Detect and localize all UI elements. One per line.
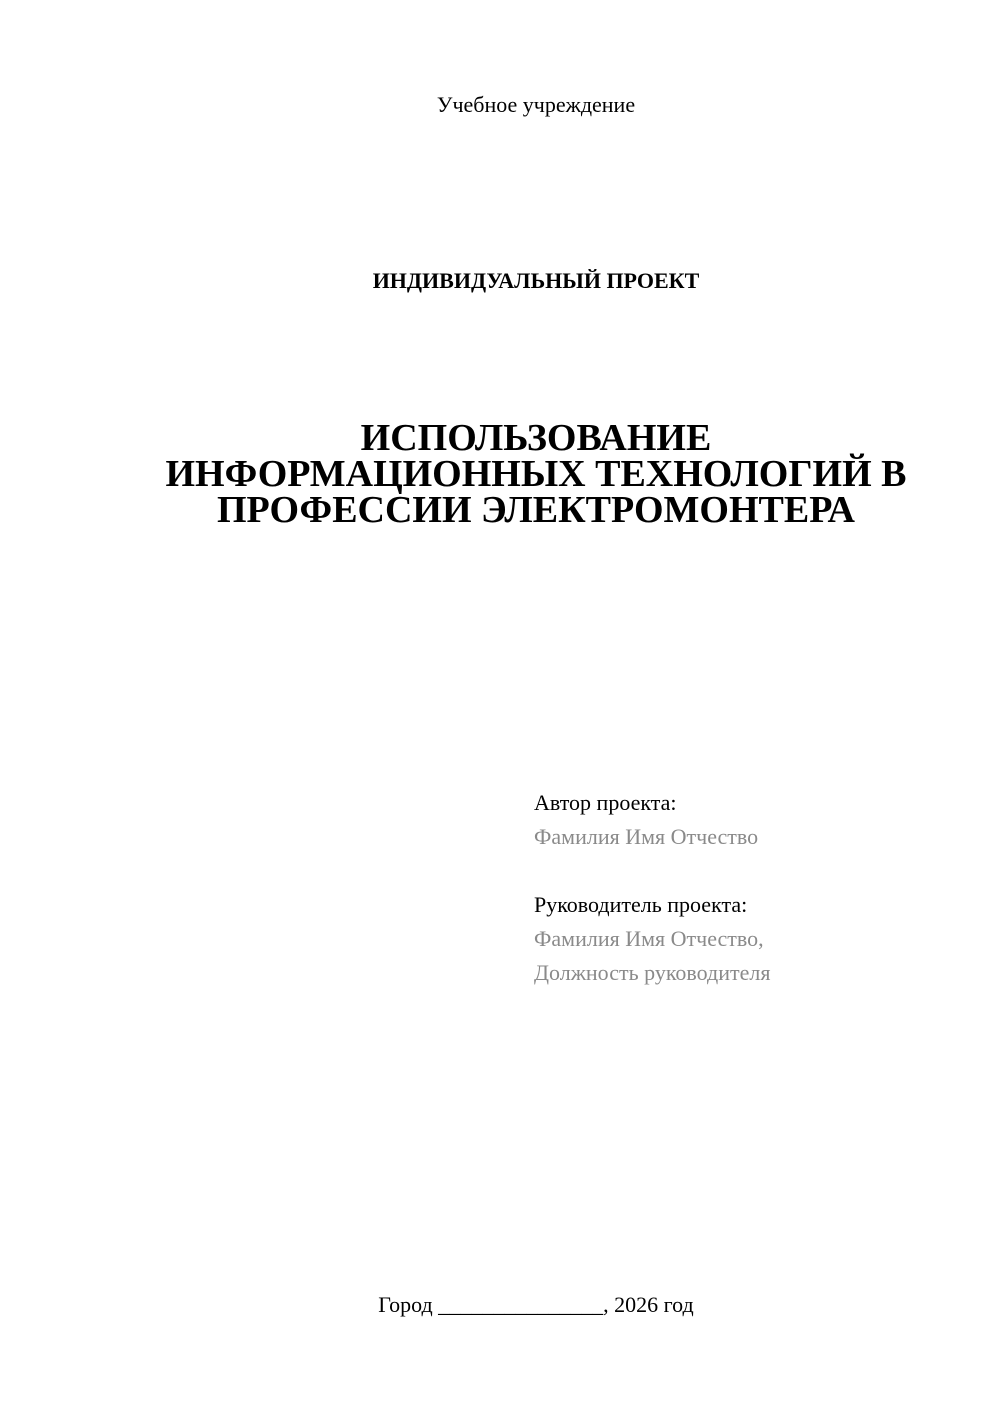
project-info-block [534,786,770,990]
city-year-line: Город _______________, 2026 год [378,1292,694,1317]
supervisor-label: Руководитель проекта: [534,892,748,917]
project-type-heading: ИНДИВИДУАЛЬНЫЙ ПРОЕКТ [372,268,700,293]
author-name: Фамилия Имя Отчество [534,824,759,849]
author-label: Автор проекта: [534,790,677,815]
supervisor-name: Фамилия Имя Отчество, [534,926,764,951]
project-title-line-3: ПРОФЕССИИ ЭЛЕКТРОМОНТЕРА [216,489,855,531]
project-title-line-2: ИНФОРМАЦИОННЫХ ТЕХНОЛОГИЙ В [165,453,907,495]
project-title-line-1: ИСПОЛЬЗОВАНИЕ [360,417,712,459]
institution-name: Учебное учреждение [436,92,636,117]
supervisor-position: Должность руководителя [534,960,771,985]
project-title [0,417,1000,531]
spacer [534,854,770,888]
